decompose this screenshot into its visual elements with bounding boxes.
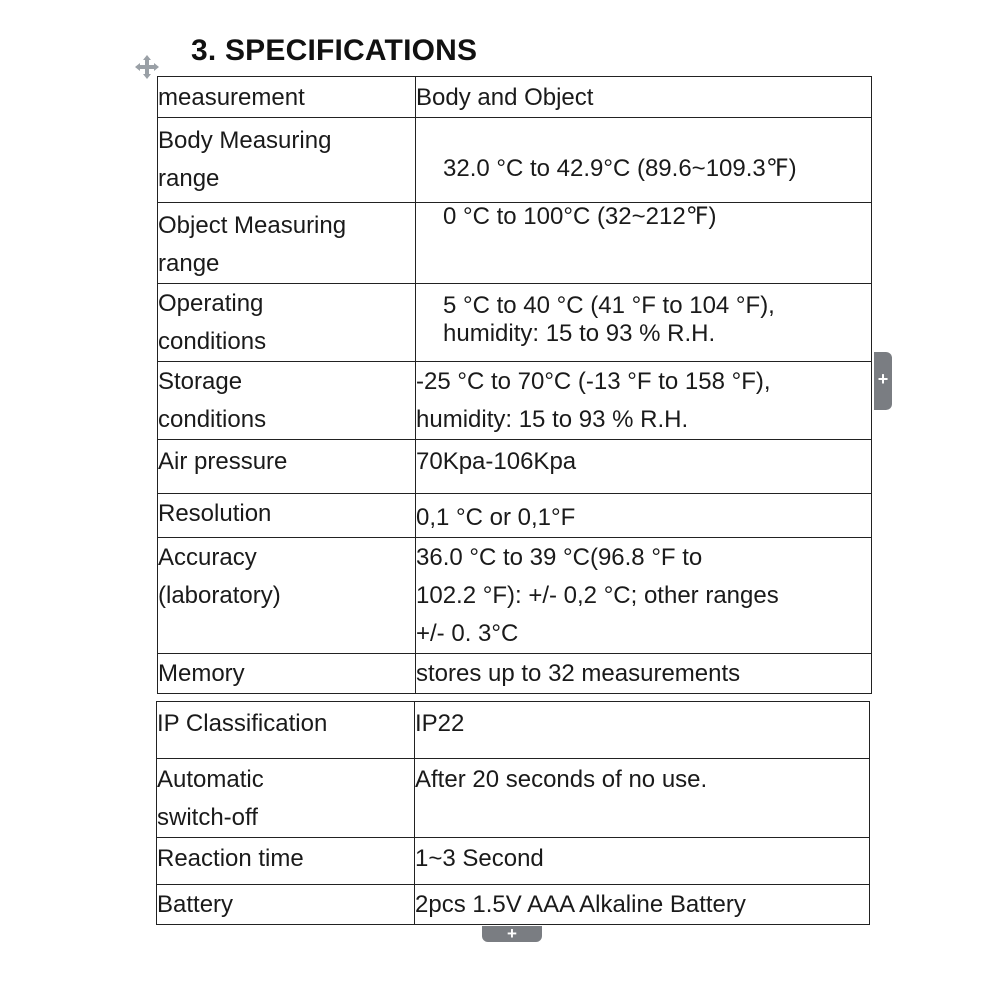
- spec-label: Body Measuring: [158, 127, 332, 154]
- spec-label: conditions: [158, 328, 267, 355]
- table-row: [158, 203, 872, 284]
- spec-value: 1~3 Second: [415, 845, 544, 872]
- table-row: [158, 654, 872, 694]
- spec-value: IP22: [415, 710, 465, 737]
- spec-value-cell: [415, 885, 870, 925]
- spec-label: Operating: [158, 290, 264, 317]
- spec-value: humidity: 15 to 93 % R.H.: [443, 320, 716, 347]
- table-row: [158, 77, 872, 118]
- spec-label: Automatic: [157, 766, 264, 793]
- spec-value: 102.2 °F): +/- 0,2 °C; other ranges: [416, 582, 779, 609]
- spec-value-cell: [416, 284, 872, 362]
- spec-value: Body and Object: [416, 84, 594, 111]
- spec-label: Reaction time: [157, 845, 304, 872]
- spec-label: switch-off: [157, 804, 258, 831]
- spec-value: 0 °C to 100°C (32~212℉): [443, 203, 717, 230]
- spec-label-cell: [158, 362, 416, 440]
- table-row: [158, 284, 872, 362]
- spec-value-cell: [415, 702, 870, 759]
- spec-value-cell: [416, 77, 872, 118]
- spec-label-cell: [158, 494, 416, 538]
- spec-value: +/- 0. 3°C: [416, 620, 519, 647]
- spec-label: Air pressure: [158, 448, 288, 475]
- spec-value: 2pcs 1.5V AAA Alkaline Battery: [415, 891, 746, 918]
- spec-value: stores up to 32 measurements: [416, 660, 741, 687]
- spec-value-cell: [415, 838, 870, 885]
- table-row: [158, 440, 872, 494]
- spec-value-cell: [416, 440, 872, 494]
- spec-label-cell: [157, 838, 415, 885]
- spec-label: conditions: [158, 406, 267, 433]
- spec-label: Object Measuring: [158, 212, 347, 239]
- plus-icon: +: [507, 924, 517, 943]
- spec-value-cell: [416, 118, 872, 203]
- spec-label: Storage: [158, 368, 243, 395]
- spec-value-cell: [415, 759, 870, 838]
- spec-value: After 20 seconds of no use.: [415, 766, 708, 793]
- spec-label: range: [158, 250, 220, 277]
- spec-label: Memory: [158, 660, 245, 687]
- spec-value: 70Kpa-106Kpa: [416, 448, 577, 475]
- spec-label-cell: [157, 759, 415, 838]
- table-row: [158, 538, 872, 654]
- spec-label: Resolution: [158, 500, 272, 527]
- spec-label-cell: [157, 885, 415, 925]
- spec-label: Battery: [157, 891, 234, 918]
- spec-label-cell: [158, 203, 416, 284]
- spec-value: -25 °C to 70°C (-13 °F to 158 °F),: [416, 368, 771, 395]
- table-row: [157, 885, 870, 925]
- spec-label-cell: [158, 538, 416, 654]
- spec-value-cell: [416, 203, 872, 284]
- specifications-table: [157, 76, 872, 694]
- spec-value: 0,1 °C or 0,1°F: [416, 504, 576, 531]
- spec-label: Accuracy: [158, 544, 257, 571]
- add-column-button[interactable]: [874, 352, 892, 410]
- spec-label-cell: [157, 702, 415, 759]
- table-row: [158, 494, 872, 538]
- spec-label-cell: [158, 284, 416, 362]
- table-row: [157, 702, 870, 759]
- spec-value: 5 °C to 40 °C (41 °F to 104 °F),: [443, 292, 775, 319]
- spec-label-cell: [158, 118, 416, 203]
- spec-label: range: [158, 165, 220, 192]
- specifications-table-continued: [156, 701, 870, 925]
- spec-value: 32.0 °C to 42.9°C (89.6~109.3℉): [443, 155, 797, 182]
- spec-value-cell: [416, 654, 872, 694]
- table-row: [157, 759, 870, 838]
- table-row: [158, 118, 872, 203]
- spec-value: 36.0 °C to 39 °C(96.8 °F to: [416, 544, 703, 571]
- plus-icon: +: [877, 369, 889, 389]
- spec-value: humidity: 15 to 93 % R.H.: [416, 406, 689, 433]
- spec-label-cell: [158, 654, 416, 694]
- spec-value-cell: [416, 362, 872, 440]
- spec-value-cell: [416, 538, 872, 654]
- section-heading: 3. SPECIFICATIONS: [191, 34, 478, 67]
- spec-label-cell: [158, 440, 416, 494]
- spec-label: measurement: [158, 84, 305, 111]
- table-row: [158, 362, 872, 440]
- spec-label: (laboratory): [158, 582, 281, 609]
- spec-label: IP Classification: [157, 710, 328, 737]
- spec-label-cell: [158, 77, 416, 118]
- add-row-button[interactable]: [482, 926, 542, 942]
- spec-value-cell: [416, 494, 872, 538]
- table-row: [157, 838, 870, 885]
